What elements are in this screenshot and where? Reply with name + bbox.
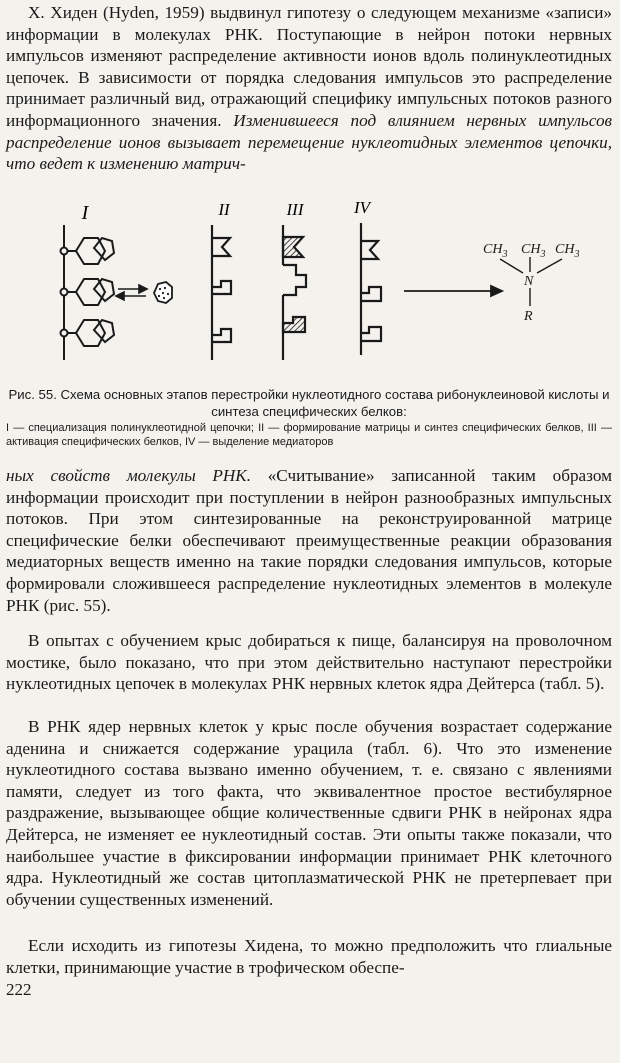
stage-4-chain: [361, 223, 381, 355]
ion-particle: [154, 282, 172, 303]
stage-label-2: II: [218, 200, 230, 219]
paragraph-italic-text: Изменившееся под влиянием нервных импульсов распределение ионов вызывает перемещение нуклеотидных элементов цепочки, что ведет к изменению матрич-: [6, 110, 613, 174]
paragraph-rna-nuclei: В РНК ядер нервных клеток у крыс после обучения возрастает содержание аденина и снижается содержание урацила (табл. 6). Что это изменение нуклеотидного состава вызвано именно обучением, т. е. связано с явлениями памяти, следует из того факта, что эквивалентное простое вестибулярное раздражение, вызывающее общие количественные сдвиги РНК в нейронах ядра Дейтерса, не изменяет ее нуклеотидный состав. Эти опыты также показали, что наибольшее участие в фиксировании информации принимает РНК клеточного ядра. Нуклеотидный же состав цитоплазматической РНК не претерпевает при обучении существенных изменений.: [6, 717, 612, 909]
release-arrow: [404, 286, 502, 296]
paragraph-reading-information: [6, 465, 612, 616]
paragraph-text: «Считывание» записанной таким образом информации происходит при поступлении в нейрон разнообразных импульсных потоков. При этом синтезированные на реконструированной матрице специфические белки обеспечивают преимущественные реакции образования медиаторных веществ именно на такие порядки следования импульсов, которые формировали сложившееся распределение нуклеотидных элементов в молекуле РНК (рис. 55).: [6, 466, 613, 615]
stage-1-chain: [61, 225, 115, 360]
paragraph-glial-cells: Если исходить из гипотезы Хидена, то можно предположить что глиальные клетки, принимающие участие в трофическом обеспе-: [6, 936, 612, 977]
stage-label-4: IV: [353, 198, 371, 217]
figure-55-diagram: [6, 195, 614, 385]
figure-caption-title: Рис. 55. Схема основных этапов перестройки нуклеотидного состава рибонуклеиновой кислоты и синтеза специфических белков:: [8, 387, 610, 419]
paragraph-hyden-hypothesis: [6, 2, 612, 175]
stage-3-chain: [283, 225, 306, 360]
stage-label-1: I: [81, 202, 89, 224]
paragraph-italic-text: ных свойств молекулы РНК.: [6, 466, 252, 485]
figure-caption-legend: I — специализация полинуклеотидной цепочки; II — формирование матрицы и синтез специфических белков, III — активация специфических белков, IV — выделение медиаторов: [6, 422, 612, 448]
ch3-left: $CH_3$: [483, 242, 508, 260]
radical-r: R: [524, 309, 533, 324]
nitrogen-atom: N: [524, 274, 534, 289]
exchange-arrows: [116, 285, 147, 300]
paragraph-text: Х. Хиден (Hyden, 1959) выдвинул гипотезу о следующем механизме «записи» информации в молекулах РНК. Поступающие в нейрон потоки нервных импульсов изменяют распределение активности ионов вдоль полинуклеотидных цепочек. В зависимости от порядка следования импульсов это распределение принимает различный вид, отражающий специфику импульсных потоков разного информационного значения.: [6, 3, 612, 130]
ch3-right: $CH_3$: [555, 242, 580, 260]
stage-2-chain: [212, 225, 231, 360]
page-number: 222: [6, 980, 32, 999]
paragraph-rat-experiments: В опытах с обучением крыс добираться к пище, балансируя на проволочном мостике, было показано, что при этом действительно наступают перестройки нуклеотидных цепочек в молекулах РНК нервных клеток ядра Дейтерса (табл. 5).: [6, 631, 612, 694]
stage-label-3: III: [286, 200, 304, 219]
ch3-middle: $CH_3$: [521, 242, 546, 260]
mediator-formula: [483, 242, 579, 324]
